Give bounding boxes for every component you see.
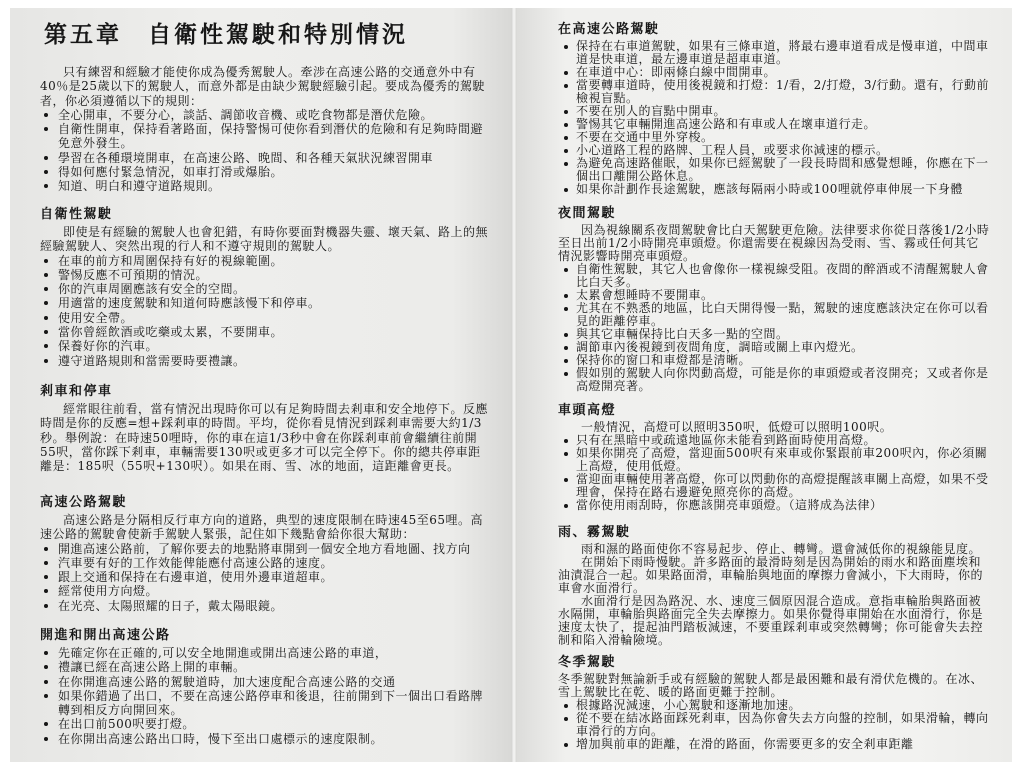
section-paragraph: 雨和濕的路面使你不容易起步、停止、轉彎。還會減低你的視線能見度。 [581,542,982,556]
bullet-item: 使用安全帶。 [40,311,490,325]
bullet-item: 開進高速公路前，了解你要去的地點將車開到一個安全地方看地圖、找方向 [40,542,490,556]
section-heading: 自衛性駕駛 [40,207,113,222]
bullet-item: 增加與前車的距離，在滑的路面，你需要更多的安全剎車距離 [558,738,990,751]
section-on-highway [558,22,990,196]
bullet-list [40,254,490,368]
section-heading: 在高速公路駕駛 [558,22,660,37]
section-paragraph: 只有練習和經驗才能使你成為優秀駕駛人。牽涉在高速公路的交通意外中有40％是25歲以下的駕駛人，而意外都是由缺少駕駛經驗引起。要成為優秀的駕駛者，你必須遵循以下的規則： [40,65,486,108]
bullet-item: 太累會想睡時不要開車。 [558,289,990,302]
section-entering-exiting-highway [40,628,490,746]
bullet-item: 先確定你在正確的,可以安全地開進或開出高速公路的車道， [40,646,490,660]
bullet-item: 在光亮、太陽照耀的日子，戴太陽眼鏡。 [40,599,490,613]
section-rain-fog [558,525,990,647]
bullet-item: 禮讓已經在高速公路上開的車輛。 [40,660,490,674]
bullet-item: 全心開車，不要分心，談話、調節收音機、或吃食物都是潛伏危險。 [40,108,490,122]
bullet-item: 如果你錯過了出口，不要在高速公路停車和後退，往前開到下一個出口看路牌轉到相反方向開回來。 [40,689,490,718]
section-paragraph: 即使是有經驗的駕駛人也會犯錯，有時你要面對機器失靈、壞天氣、路上的無經驗駕駛人、突然出現的行人和不遵守規則的駕駛人。 [40,225,489,254]
section-heading: 開進和開出高速公路 [40,628,171,643]
section-night-driving [558,206,990,393]
section-paragraph: 冬季駕駛對無論新手或有經驗的駕駛人都是最困難和最有滑伏危機的。在冰、雪上駕駛比在乾、暖的路面更難于控制。 [558,672,984,699]
section-heading: 冬季駕駛 [558,655,617,670]
page-fold [511,8,517,762]
bullet-item: 保養好你的汽車。 [40,339,490,353]
section-heading: 高速公路駕駛 [40,495,128,510]
bullet-item: 用適當的速度駕駛和知道何時應該慢下和停車。 [40,296,490,310]
section-paragraph: 在開始下雨時慢駛。許多路面的最滑時刻是因為開始的雨水和路面塵埃和油漬混合一起。如果路面滑，車輪胎與地面的摩擦力會減小，下大雨時，你的車會水面滑行。 [558,555,984,595]
bullet-item: 知道、明白和遵守道路規則。 [40,179,490,193]
section-heading: 雨、霧駕駛 [558,525,631,540]
bullet-item: 當要轉車道時，使用後視鏡和打燈：1/看，2/打燈，3/行動。還有，行動前檢視盲點。 [558,79,990,105]
section-paragraph: 因為視線關系夜間駕駛會比白天駕駛更危險。法律要求你從日落後1/2小時至日出前1/2小時開亮車頭燈。你還需要在視線因為受雨、雪、霧或任何其它情況影響時開亮車頭燈。 [558,223,990,263]
bullet-item: 在你開進高速公路的駕駛道時，加大速度配合高速公路的交通 [40,675,490,689]
bullet-item: 如果你計劃作長途駕駛，應該每隔兩小時或100哩就停車伸展一下身體 [558,183,990,196]
section-paragraph: 水面滑行是因為路況、水、速度三個原因混合造成。意指車輪胎與路面被水隔開，車輪胎與路面完全失去摩擦力。如果你覺得車開始在水面滑行，你是速度太快了，提起油門踏板減速，不要重踩剎車或突然轉彎；你可能會失去控制和陷入滑輪險境。 [558,594,984,647]
bullet-item: 尤其在不熟悉的地區，比白天開得慢一點，駕駛的速度應該決定在你可以看見的距離停車。 [558,302,990,328]
section-highway-driving [40,495,490,613]
section-defensive-driving [40,207,490,368]
section-heading: 夜間駕駛 [558,206,617,221]
bullet-item: 只有在黑暗中或疏遠地區你未能看到路面時使用高燈。 [558,434,990,447]
bullet-item: 自衛性駕駛，其它人也會像你一樣視線受阻。夜間的醉酒或不清醒駕駛人會比白天多。 [558,263,990,289]
bullet-item: 保持在右車道駕駛，如果有三條車道，將最右邊車道看成是慢車道，中間車道是快車道，最左邊車道是超車車道。 [558,40,990,66]
bullet-item: 得如何應付緊急情況，如車打滑或爆胎。 [40,165,490,179]
bullet-item: 警惕其它車輛開進高速公路和有車或人在壞車道行走。 [558,118,990,131]
section-braking-stopping [40,384,490,473]
bullet-item: 調節車內後視鏡到夜間角度，調暗或關上車內燈光。 [558,341,990,354]
bullet-item: 在出口前500呎要打燈。 [40,717,490,731]
bullet-list [40,542,490,613]
bullet-item: 當你使用雨刮時，你應該開亮車頭燈。（這將成為法律） [558,499,990,512]
bullet-item: 不要在別人的盲點中開車。 [558,105,990,118]
bullet-item: 在你開出高速公路出口時，慢下至出口處標示的速度限制。 [40,732,490,746]
section-winter-driving [558,655,990,751]
bullet-list [558,434,990,512]
bullet-item: 自衛性開車，保持看著路面，保持警惕可使你看到潛伏的危險和有足夠時間避免意外發生。 [40,122,490,151]
bullet-list [558,263,990,393]
section-paragraph: 一般情況，高燈可以照明350呎，低燈可以照明100呎。 [581,420,893,434]
bullet-item: 小心道路工程的路牌、工程人員，或要求你減速的標示。 [558,144,990,157]
bullet-item: 經常使用方向燈。 [40,584,490,598]
bullet-item: 遵守道路規則和當需要時要禮讓。 [40,354,490,368]
section-intro [40,65,490,194]
section-paragraph: 經常眼往前看，當有情況出現時你可以有足夠時間去剎車和安全地停下。反應時間是你的反應=想+踩剎車的時間。平均，從你看見情況到踩剎車需要大約1/3秒。舉例說：在時速50哩時，你的車在這1/3秒中會在你踩剎車前會繼續往前開55呎，當你踩下剎車，車輛需要130呎或更多才可以完全停下。你的總共停車距離是：185呎（55呎+130呎）。如果在雨、雪、冰的地面，這距離會更長。 [40,402,489,474]
bullet-item: 警惕反應不可預期的情況。 [40,268,490,282]
bullet-item: 與其它車輛保持比白天多一點的空間。 [558,328,990,341]
bullet-item: 不要在交通中里外穿梭。 [558,131,990,144]
section-heading: 車頭高燈 [558,403,617,418]
bullet-list [40,646,490,746]
bullet-item: 跟上交通和保持在右邊車道，使用外邊車道超車。 [40,570,490,584]
bullet-item: 當你曾經飲酒或吃藥或太累，不要開車。 [40,325,490,339]
bullet-item: 從不要在結冰路面踩死剎車，因為你會失去方向盤的控制，如果滑輪，轉向車滑行的方向。 [558,712,990,738]
section-paragraph: 高速公路是分隔相反行車方向的道路，典型的速度限制在時速45至65哩。高速公路的駕駛會使新手駕駛人緊張，記住如下幾點會給你很大幫助： [40,513,484,542]
bullet-item: 汽車要有好的工作效能俾能應付高速公路的速度。 [40,556,490,570]
bullet-list [40,108,490,194]
bullet-item: 如果你開亮了高燈，當迎面500呎有來車或你緊跟前車200呎內，你必須關上高燈，使用低燈。 [558,447,990,473]
section-high-beams [558,403,990,512]
bullet-item: 你的汽車周圍應該有安全的空間。 [40,282,490,296]
section-heading: 剎車和停車 [40,384,113,399]
bullet-item: 為避免高速路催眠，如果你已經駕駛了一段長時間和感覺想睡，你應在下一個出口離開公路休息。 [558,157,990,183]
bullet-item: 當迎面車輛使用著高燈，你可以閃動你的高燈提醒該車關上高燈，如果不受理會，保持在路右邊避免照亮你的高燈。 [558,473,990,499]
chapter-title: 第五章 自衛性駕駛和特別情況 [44,21,408,48]
bullet-item: 在車的前方和周圍保持有好的視線範圍。 [40,254,490,268]
bullet-item: 保持你的窗口和車燈都是清晰。 [558,354,990,367]
bullet-item: 在車道中心：即兩條白線中間開車。 [558,66,990,79]
bullet-item: 學習在各種環境開車，在高速公路、晚間、和各種天氣狀況練習開車 [40,151,490,165]
bullet-item: 假如別的駕駛人向你閃動高燈，可能是你的車頭燈或者沒開亮；又或者你是高燈開亮著。 [558,367,990,393]
bullet-item: 根據路況減速，小心駕駛和逐漸地加速。 [558,699,990,712]
bullet-list [558,40,990,196]
bullet-list [558,699,990,751]
